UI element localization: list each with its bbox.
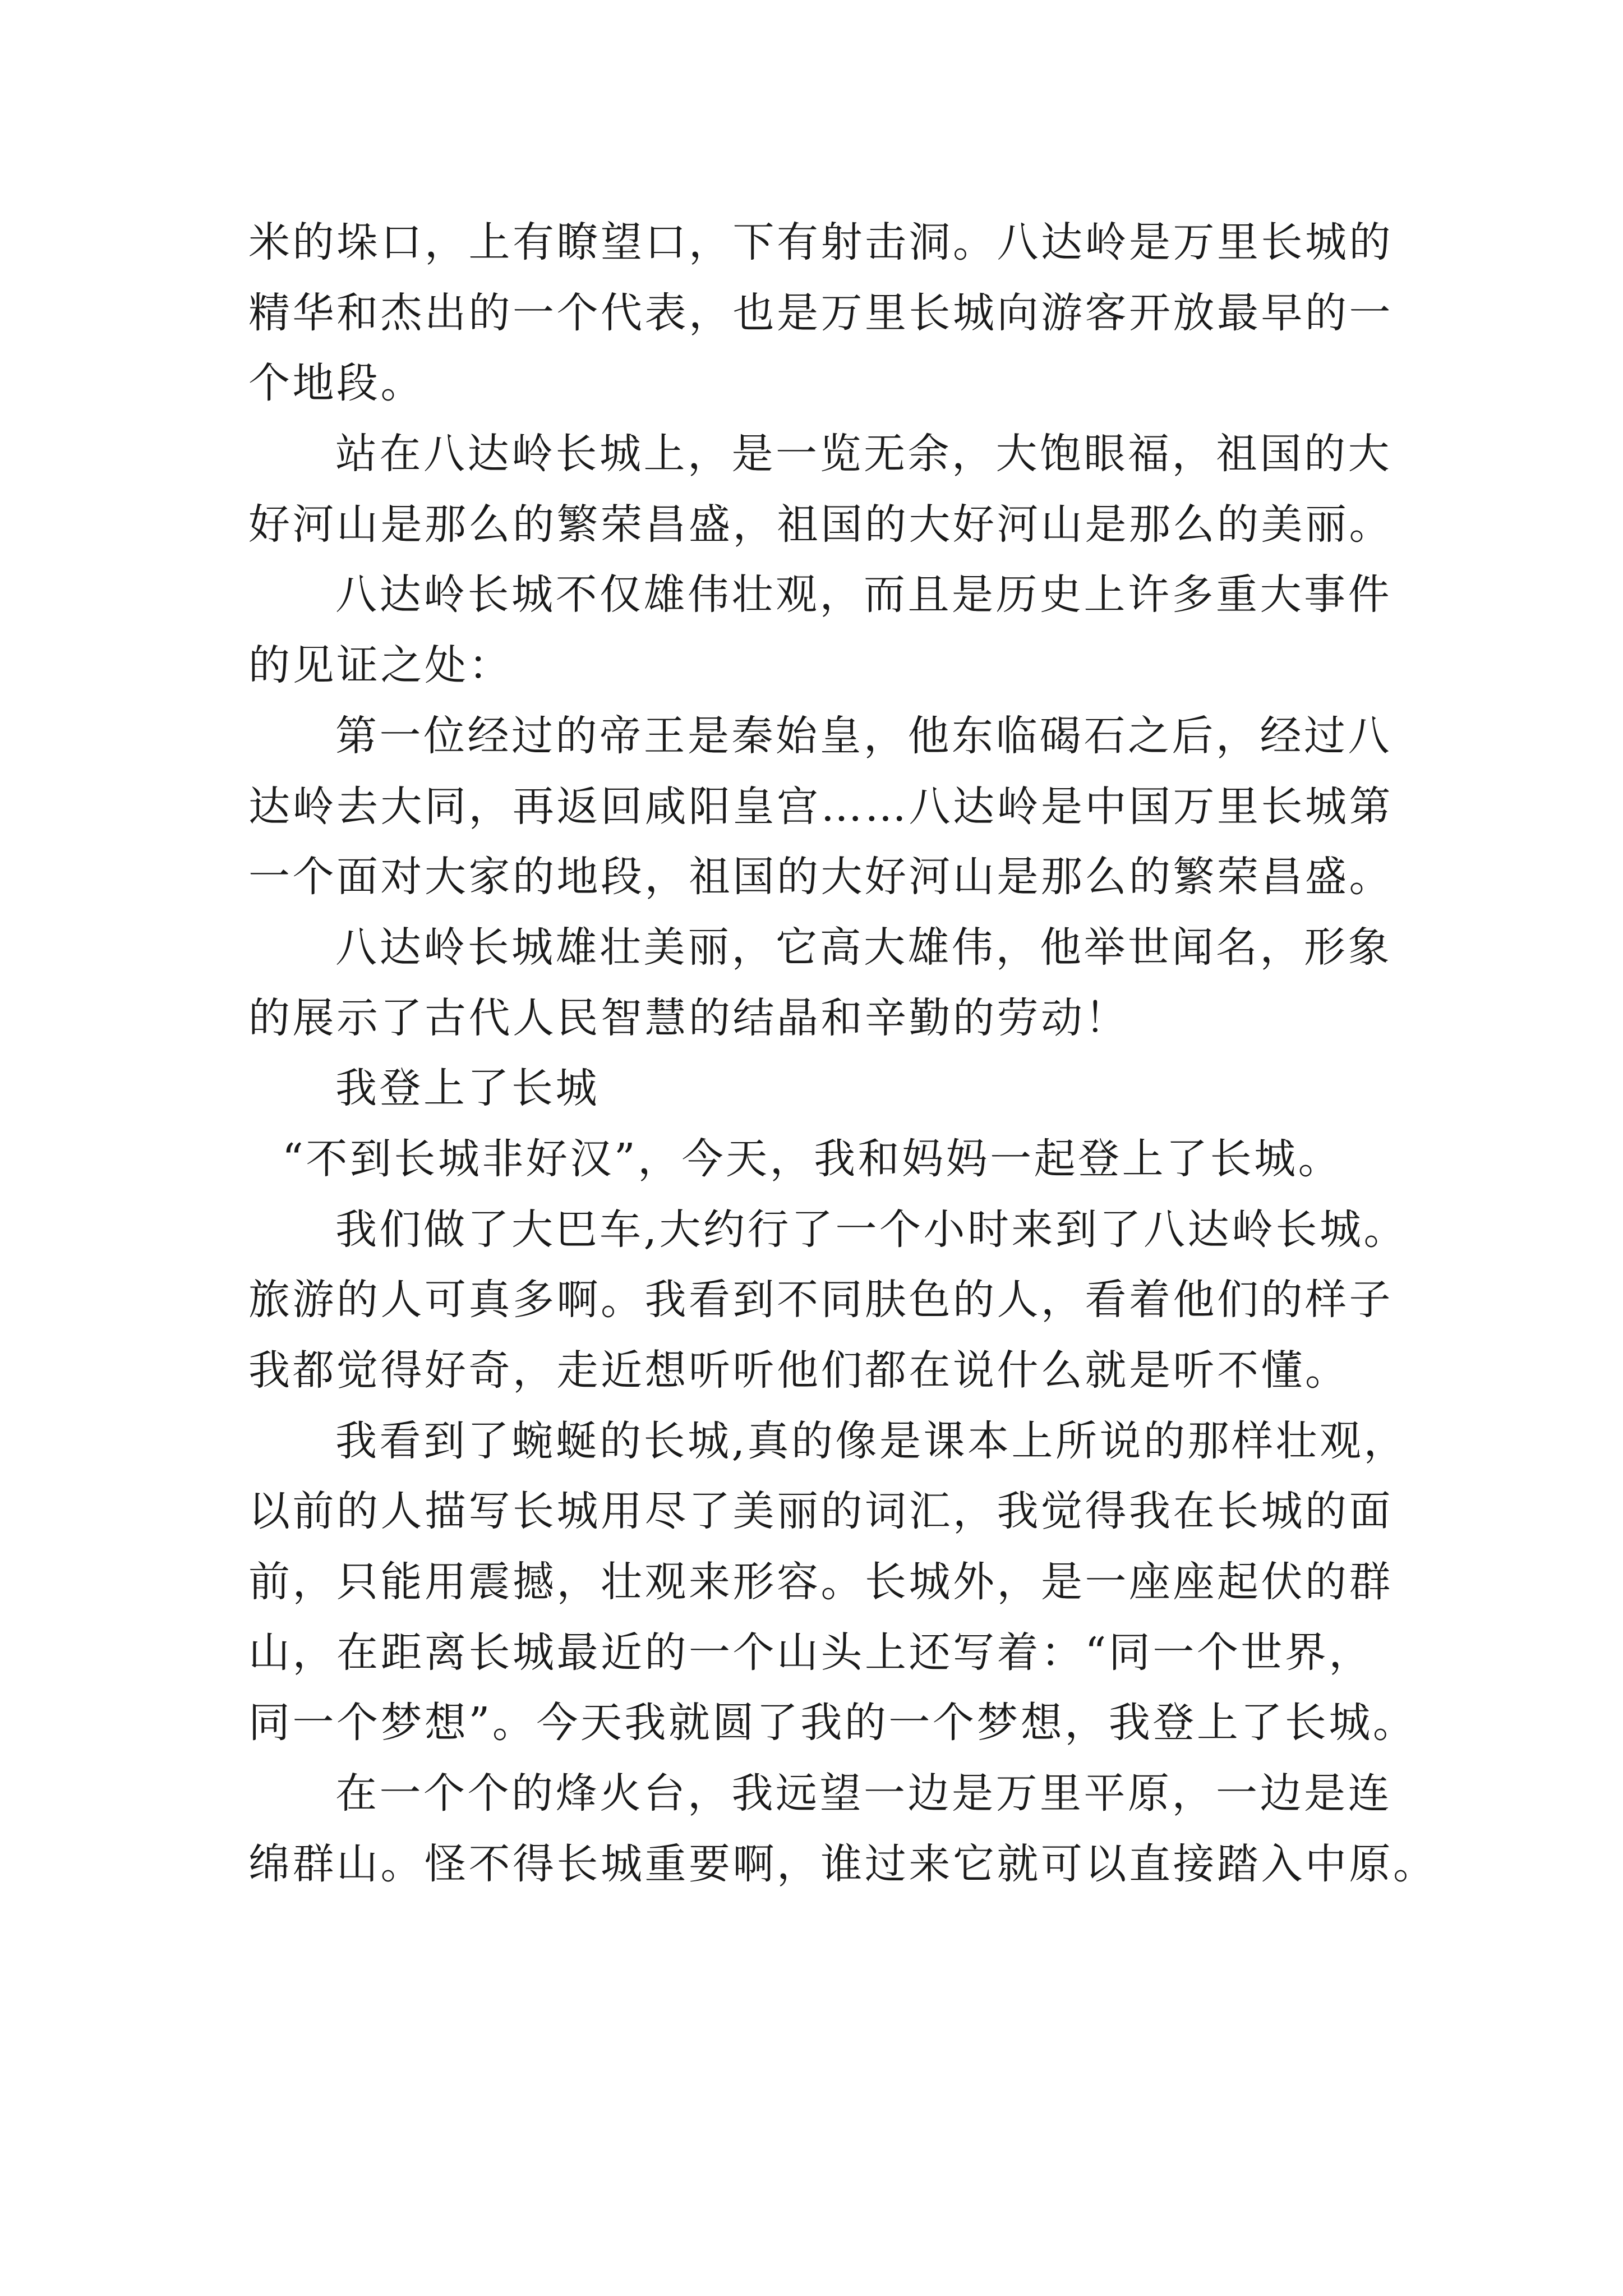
text-line: 个地段。 <box>248 359 425 408</box>
paragraph <box>248 1406 1417 1759</box>
text-line: 的见证之处： <box>248 641 513 690</box>
text-line: 山，在距离长城最近的一个山头上还写着：“同一个世界， <box>248 1628 1373 1677</box>
paragraph <box>248 913 1393 1053</box>
paragraph <box>248 701 1393 913</box>
paragraph <box>248 419 1393 560</box>
text-line: 以前的人描写长城用尽了美丽的词汇，我觉得我在长城的面 <box>248 1487 1393 1536</box>
text-line: “不到长城非好汉”，今天，我和妈妈一起登上了长城。 <box>282 1134 1343 1183</box>
paragraph <box>248 1124 1393 1195</box>
text-line: 我都觉得好奇，走近想听听他们都在说什么就是听不懂。 <box>248 1346 1349 1395</box>
text-line: 站在八达岭长城上，是一览无余，大饱眼福，祖国的大 <box>335 430 1392 478</box>
paragraph <box>248 1759 1437 1899</box>
text-line: 的展示了古代人民智慧的结晶和辛勤的劳动！ <box>248 993 1129 1042</box>
text-line: 达岭去大同，再返回咸阳皇宫……八达岭是中国万里长城第 <box>248 782 1393 831</box>
text-line: 绵群山。怪不得长城重要啊，谁过来它就可以直接踏入中原。 <box>248 1839 1437 1888</box>
text-line: 我看到了蜿蜒的长城,真的像是课本上所说的那样壮观， <box>335 1416 1408 1465</box>
text-line: 第一位经过的帝王是秦始皇，他东临碣石之后，经过八 <box>335 711 1392 760</box>
text-line: 八达岭长城雄壮美丽，它高大雄伟，他举世闻名，形象 <box>335 923 1392 972</box>
text-line: 在一个个的烽火台，我远望一边是万里平原，一边是连 <box>335 1769 1392 1818</box>
text-line: 八达岭长城不仅雄伟壮观，而且是历史上许多重大事件 <box>335 570 1392 619</box>
text-line: 米的垛口，上有瞭望口，下有射击洞。八达岭是万里长城的 <box>248 218 1393 266</box>
heading-text: 我登上了长城 <box>335 1064 600 1113</box>
paragraph <box>248 208 1393 419</box>
paragraph <box>248 560 1393 701</box>
text-line: 我们做了大巴车,大约行了一个小时来到了八达岭长城。 <box>335 1205 1408 1254</box>
text-line: 一个面对大家的地段，祖国的大好河山是那么的繁荣昌盛。 <box>248 853 1393 901</box>
text-line: 同一个梦想”。今天我就圆了我的一个梦想，我登上了长城。 <box>248 1699 1417 1747</box>
text-line: 旅游的人可真多啊。我看到不同肤色的人，看着他们的样子 <box>248 1276 1393 1324</box>
paragraph <box>248 1195 1408 1406</box>
text-line: 前，只能用震撼，壮观来形容。长城外，是一座座起伏的群 <box>248 1558 1393 1607</box>
document-body <box>248 208 1437 1900</box>
text-line: 精华和杰出的一个代表，也是万里长城向游客开放最早的一 <box>248 288 1393 337</box>
section-heading <box>248 1053 1393 1124</box>
text-line: 好河山是那么的繁荣昌盛，祖国的大好河山是那么的美丽。 <box>248 500 1393 549</box>
